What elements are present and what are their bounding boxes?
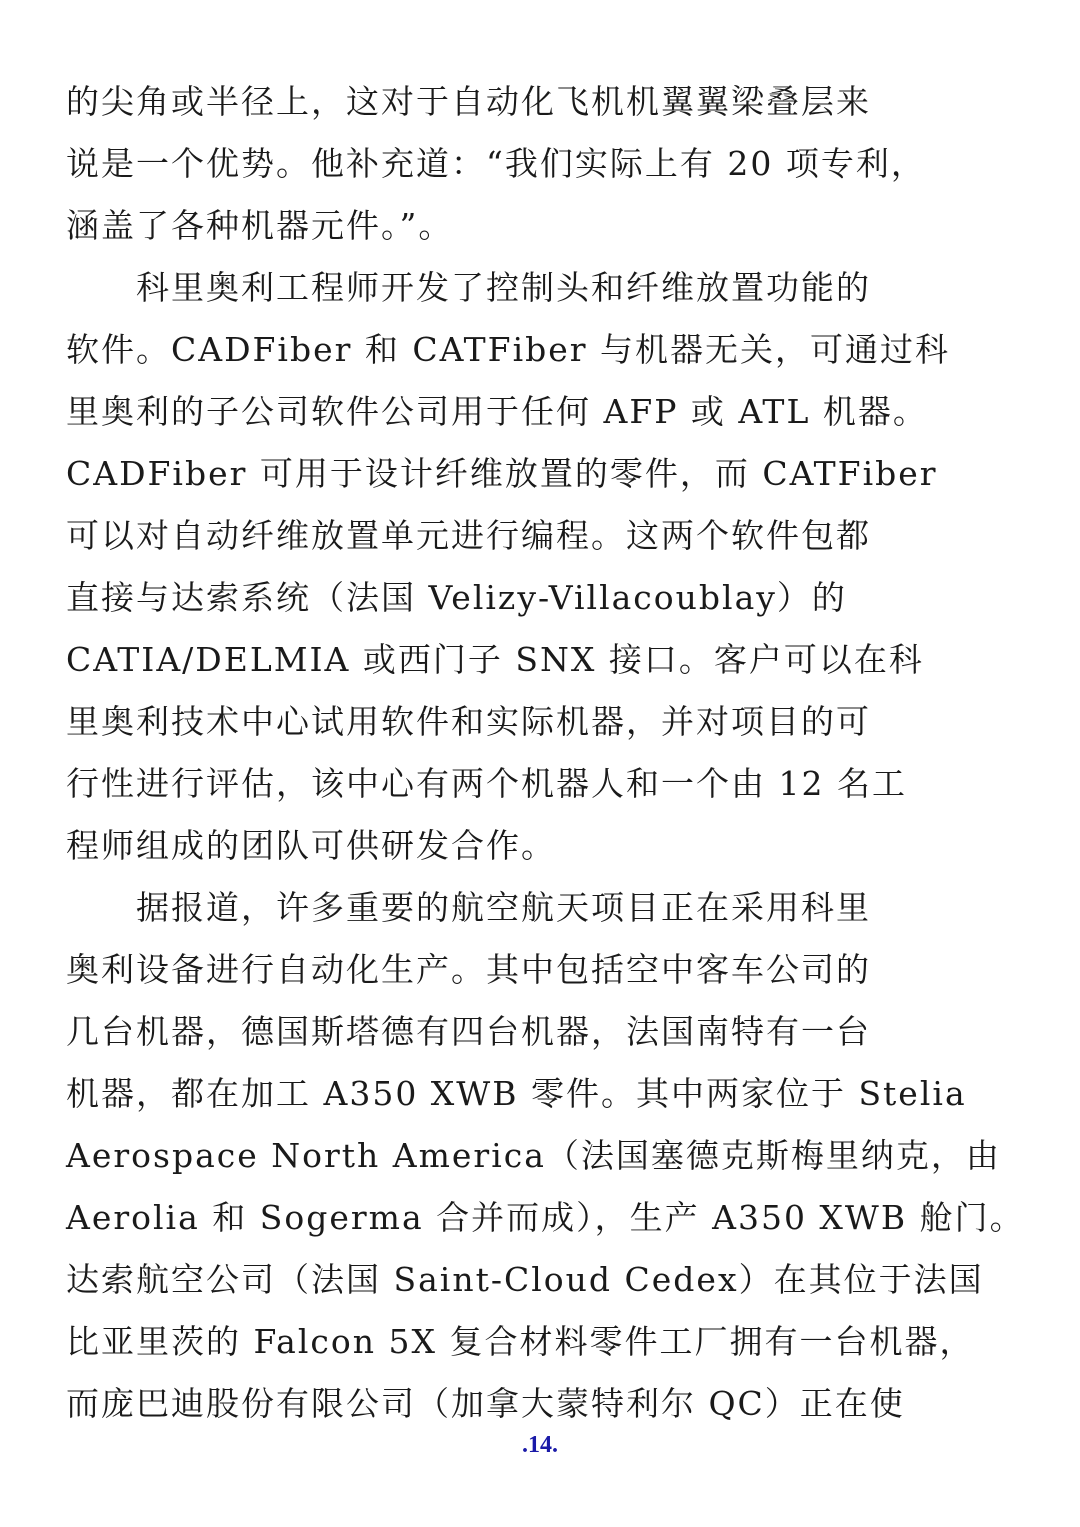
text-line: 而庞巴迪股份有限公司（加拿大蒙特利尔 QC）正在使 <box>66 1384 905 1423</box>
body-text <box>66 71 1026 1435</box>
text-line: 说是一个优势。他补充道：“我们实际上有 20 项专利， <box>66 144 926 183</box>
text-line: 比亚里茨的 Falcon 5X 复合材料零件工厂拥有一台机器， <box>66 1322 975 1361</box>
text-line: 程师组成的团队可供研发合作。 <box>66 826 556 865</box>
text-line: 软件。CADFiber 和 CATFiber 与机器无关，可通过科 <box>66 330 951 369</box>
text-line: 达索航空公司（法国 Saint-Cloud Cedex）在其位于法国 <box>66 1260 984 1299</box>
text-line: 科里奥利工程师开发了控制头和纤维放置功能的 <box>66 268 871 307</box>
text-line: 行性进行评估，该中心有两个机器人和一个由 12 名工 <box>66 764 907 803</box>
text-line: Aerolia 和 Sogerma 合并而成），生产 A350 XWB 舱门。 <box>66 1198 1025 1237</box>
text-line: 里奥利的子公司软件公司用于任何 AFP 或 ATL 机器。 <box>66 392 928 431</box>
page-number: .14. <box>522 1432 558 1458</box>
text-line: 的尖角或半径上，这对于自动化飞机机翼翼梁叠层来 <box>66 82 871 121</box>
text-line: CADFiber 可用于设计纤维放置的零件，而 CATFiber <box>66 454 938 493</box>
text-line: 奥利设备进行自动化生产。其中包括空中客车公司的 <box>66 950 871 989</box>
text-line: 据报道，许多重要的航空航天项目正在采用科里 <box>66 888 871 927</box>
text-line: Aerospace North America（法国塞德克斯梅里纳克，由 <box>66 1136 1001 1175</box>
text-line: 里奥利技术中心试用软件和实际机器，并对项目的可 <box>66 702 871 741</box>
text-line: CATIA/DELMIA 或西门子 SNX 接口。客户可以在科 <box>66 640 924 679</box>
text-line: 直接与达索系统（法国 Velizy-Villacoublay）的 <box>66 578 847 617</box>
text-line: 几台机器，德国斯塔德有四台机器，法国南特有一台 <box>66 1012 871 1051</box>
text-line: 涵盖了各种机器元件。”。 <box>66 206 454 245</box>
text-line: 机器，都在加工 A350 XWB 零件。其中两家位于 Stelia <box>66 1074 967 1113</box>
text-line: 可以对自动纤维放置单元进行编程。这两个软件包都 <box>66 516 871 555</box>
